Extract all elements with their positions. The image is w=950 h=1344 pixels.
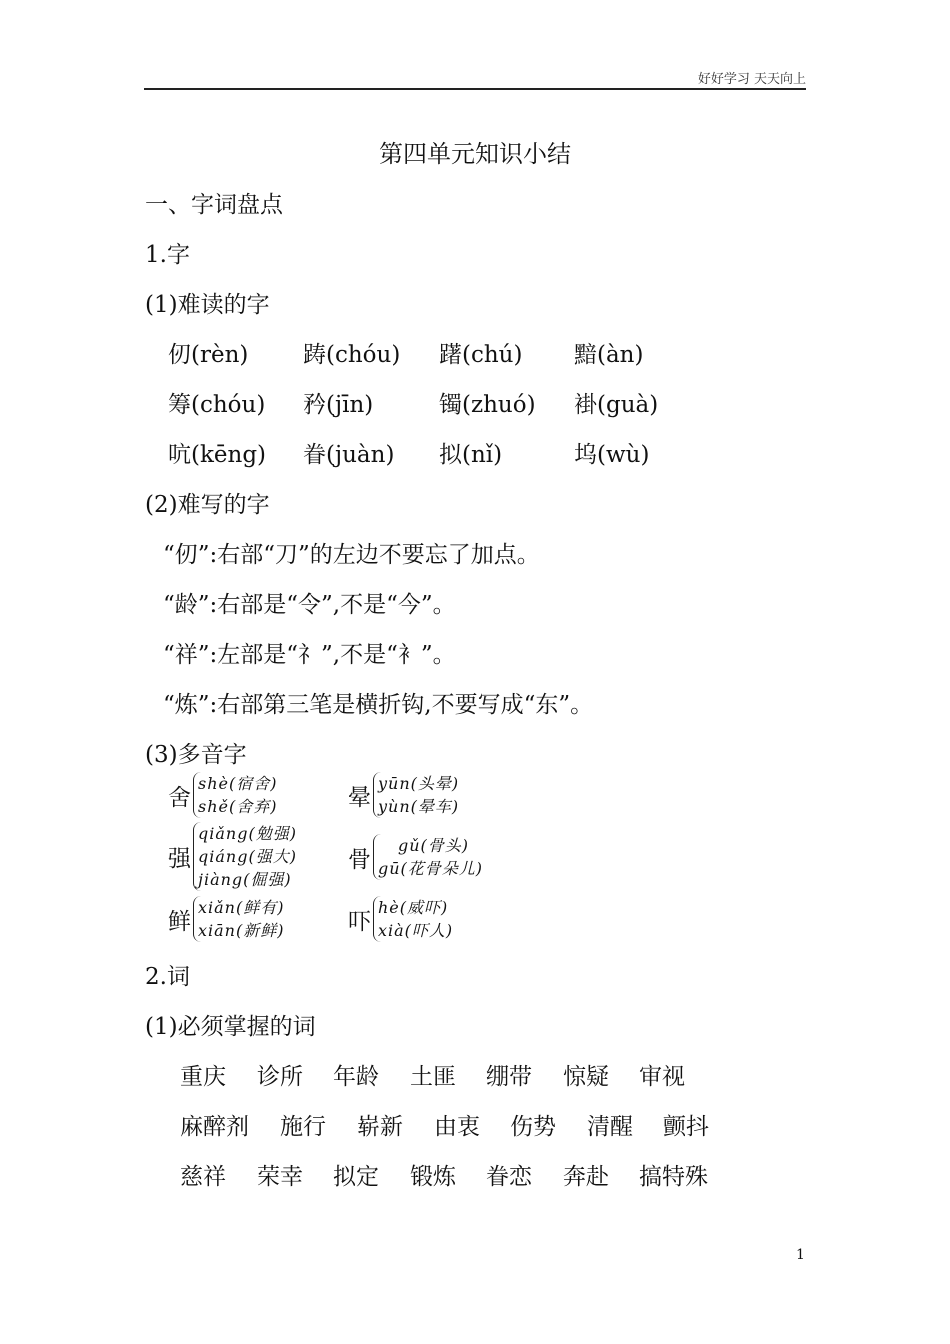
vocab-word: 荣幸 [257,1164,303,1190]
polyphone-heading: (3)多音字 [145,742,247,768]
vocab-word: 颤抖 [663,1114,709,1140]
vocab-word: 奔赴 [563,1164,609,1190]
vocab-word: 崭新 [357,1114,403,1140]
vocab-word: 慈祥 [180,1164,226,1190]
reading: jiàng(倔强) [198,870,292,889]
hard-read-item: 镯(zhuó) [439,392,536,418]
polyphone-char: 晕 [348,784,371,811]
reading: yūn(头晕) [378,774,460,793]
vocab-word: 重庆 [180,1064,226,1090]
words-heading: (1)必须掌握的词 [145,1014,316,1040]
reading: qiǎng(勉强) [198,824,297,843]
hard-read-item: 筹(chóu) [168,392,266,418]
hard-write-note: “炼”:右部第三笔是横折钩,不要写成“东”。 [163,692,594,718]
reading: xià(吓人) [378,921,454,940]
vocab-word: 搞特殊 [639,1164,708,1190]
reading: shě(舍弃) [198,797,278,816]
vocab-word: 绷带 [486,1064,532,1090]
reading: xiān(新鲜) [198,921,285,940]
reading-brace [193,822,297,891]
vocab-word: 拟定 [333,1164,379,1190]
polyphone-entry [348,772,459,818]
reading: qiáng(强大) [198,847,297,866]
subsection-characters: 1.字 [145,242,190,268]
vocab-word: 伤势 [510,1114,556,1140]
polyphone-char: 骨 [348,846,371,873]
polyphone-entry [348,834,483,880]
hard-read-item: 仞(rèn) [168,342,249,368]
vocab-word: 清醒 [587,1114,633,1140]
hard-read-item: 眷(juàn) [303,442,395,468]
polyphone-entry [168,822,297,891]
polyphone-entry [348,896,453,942]
reading-brace [373,834,483,880]
vocab-word: 施行 [280,1114,326,1140]
polyphone-char: 强 [168,846,191,872]
hard-read-item: 吭(kēng) [168,442,267,468]
polyphone-char: 吓 [348,908,371,935]
reading-brace [193,772,277,818]
polyphone-char: 舍 [168,784,191,811]
section-heading: 一、字词盘点 [145,192,283,218]
page-title: 第四单元知识小结 [379,140,571,168]
reading: shè(宿舍) [198,774,278,793]
hard-read-item: 拟(nǐ) [439,442,503,468]
vocab-word: 麻醉剂 [180,1114,249,1140]
hard-read-item: 坞(wù) [574,442,650,468]
vocab-word: 诊所 [257,1064,303,1090]
polyphone-entry [168,772,277,818]
hard-read-item: 矜(jīn) [303,392,374,418]
hard-write-note: “祥”:左部是“礻”,不是“衤”。 [163,642,456,668]
reading: yùn(晕车) [378,797,460,816]
vocab-word: 年龄 [333,1064,379,1090]
hard-write-note: “仞”:右部“刀”的左边不要忘了加点。 [163,542,540,568]
reading: gǔ(骨头) [398,836,470,855]
reading: xiǎn(鲜有) [198,898,285,917]
hard-read-item: 踌(chóu) [303,342,401,368]
hard-read-item: 黯(àn) [574,342,644,368]
vocab-word: 锻炼 [410,1164,456,1190]
header-rule [144,88,806,90]
hard-write-heading: (2)难写的字 [145,492,270,518]
vocab-word: 由衷 [434,1114,480,1140]
reading: hè(威吓) [378,898,449,917]
vocab-word: 惊疑 [563,1064,609,1090]
hard-read-heading: (1)难读的字 [145,292,270,318]
vocab-word: 土匪 [410,1064,456,1090]
vocab-word: 眷恋 [486,1164,532,1190]
hard-write-note: “龄”:右部是“令”,不是“今”。 [163,592,456,618]
page-number: 1 [796,1247,805,1263]
vocab-word: 审视 [639,1064,685,1090]
reading: gū(花骨朵儿) [378,859,484,878]
reading-brace [193,896,284,942]
reading-brace [373,896,453,942]
hard-read-item: 躇(chú) [439,342,523,368]
polyphone-char: 鲜 [168,908,191,935]
hard-read-item: 褂(guà) [574,392,659,418]
subsection-words: 2.词 [145,964,190,990]
header-text: 好好学习 天天向上 [697,72,806,87]
polyphone-entry [168,896,284,942]
reading-brace [373,772,459,818]
